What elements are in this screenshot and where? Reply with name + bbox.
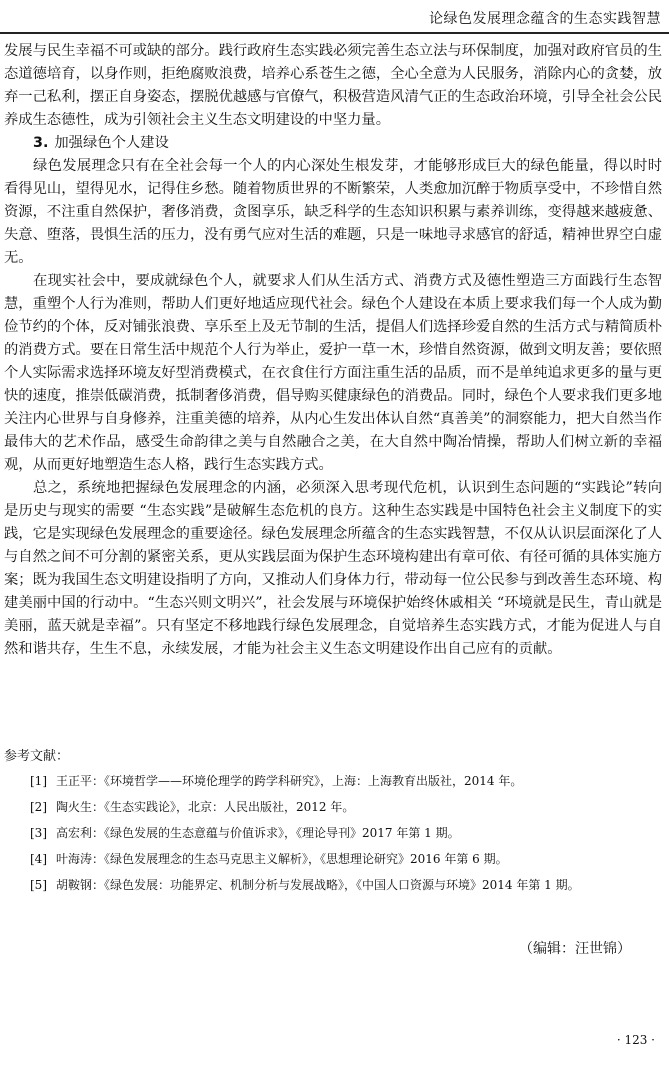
article-body	[4, 40, 662, 661]
reference-number: [2]	[30, 800, 47, 814]
reference-text: 叶海涛：《绿色发展理念的生态马克思主义解析》，《思想理论研究》2016 年第 6 期。	[56, 852, 508, 866]
reference-number: [4]	[30, 852, 47, 866]
reference-text: 高宏利：《绿色发展的生态意蕴与价值诉求》，《理论导刊》2017 年第 1 期。	[56, 826, 460, 840]
section-heading	[4, 132, 662, 155]
reference-item	[30, 846, 650, 872]
paragraph-4: 总之，系统地把握绿色发展理念的内涵，必须深入思考现代危机，认识到生态问题的“实践论”转向是历史与现实的需要 “生态实践”是破解生态危机的良方。这种生态实践是中国特色社会主义制度下的实践，它是实现绿色发展理念的重要途径。绿色发展理念所蕴含的生态实践智慧，不仅从认识层面深化了人与自然之间不可分割的紧密关系，更从实践层面为保护生态环境构建出有章可依、有径可循的具体实施方案；既为我国生态文明建设指明了方向，又推动人们身体力行，带动每一位公民参与到改善生态环境、构建美丽中国的行动中。“生态兴则文明兴”，社会发展与环境保护始终休戚相关 “环境就是民生，青山就是美丽，蓝天就是幸福”。只有坚定不移地践行绿色发展理念，自觉培养生态实践方式，才能为促进人与自然和谐共存，生生不息，永续发展，才能为社会主义生态文明建设作出自己应有的贡献。	[4, 480, 662, 657]
reference-item	[30, 820, 650, 846]
paragraph-2: 绿色发展理念只有在全社会每一个人的内心深处生根发芽，才能够形成巨大的绿色能量，得以时时看得见山，望得见水，记得住乡愁。随着物质世界的不断繁荣，人类愈加沉醉于物质享受中，不珍惜自然资源，不注重自然保护，奢侈消费，贪图享乐，缺乏科学的生态知识积累与素养训练，变得越来越疲惫、失意、堕落，畏惧生活的压力，没有勇气应对生活的难题，只是一味地寻求感官的舒适，精神世界空白虚无。	[4, 158, 662, 266]
references-list	[30, 768, 650, 898]
reference-number: [1]	[30, 774, 47, 788]
reference-text: 胡鞍钢：《绿色发展：功能界定、机制分析与发展战略》，《中国人口资源与环境》2014 年第 1 期。	[56, 878, 580, 892]
editor-credit: （编辑：汪世锦）	[519, 941, 631, 957]
paragraph-3: 在现实社会中，要成就绿色个人，就要求人们从生活方式、消费方式及德性塑造三方面践行生态智慧，重塑个人行为准则，帮助人们更好地适应现代社会。绿色个人建设在本质上要求我们每一个人成为勤俭节约的个体，反对铺张浪费、享乐至上及无节制的生活，提倡人们选择珍爱自然的生活方式与精简质朴的消费方式。要在日常生活中规范个人行为举止，爱护一草一木，珍惜自然资源，做到文明友善；要依照个人实际需求选择环境友好型消费模式，在衣食住行方面注重生活的品质，而不是单纯追求更多的量与更快的速度，推崇低碳消费，抵制奢侈消费，倡导购买健康绿色的消费品。同时，绿色个人要求我们更多地关注内心世界与自身修养，注重美德的培养，从内心生发出体认自然“真善美”的洞察能力，把大自然当作最伟大的艺术作品，感受生命韵律之美与自然融合之美，在大自然中陶冶情操，帮助人们树立新的幸福观，从而更好地塑造生态人格，践行生态实践方式。	[4, 273, 662, 473]
page-number: · 123 ·	[616, 1033, 655, 1047]
reference-text: 王正平：《环境哲学——环境伦理学的跨学科研究》，上海：上海教育出版社，2014 年。	[56, 774, 523, 788]
header-divider	[0, 32, 669, 34]
reference-number: [3]	[30, 826, 47, 840]
reference-number: [5]	[30, 878, 47, 892]
section-title: 加强绿色个人建设	[54, 135, 169, 151]
references-title: 参考文献：	[4, 749, 70, 764]
page-header	[0, 0, 669, 36]
reference-item	[30, 872, 650, 898]
paragraph-1: 发展与民生幸福不可或缺的部分。践行政府生态实践必须完善生态立法与环保制度，加强对政府官员的生态道德培育，以身作则，拒绝腐败浪费，培养心系苍生之德，全心全意为人民服务，消除内心的贪婪，放弃一己私利，摆正自身姿态，摆脱优越感与官僚气，积极营造风清气正的生态政治环境，引导全社会公民养成生态德性，成为引领社会主义生态文明建设的中坚力量。	[4, 43, 662, 128]
running-title: 论绿色发展理念蕴含的生态实践智慧	[429, 11, 661, 27]
section-number: 3.	[33, 135, 49, 151]
reference-item	[30, 768, 650, 794]
reference-text: 陶火生：《生态实践论》，北京：人民出版社，2012 年。	[56, 800, 355, 814]
reference-item	[30, 794, 650, 820]
